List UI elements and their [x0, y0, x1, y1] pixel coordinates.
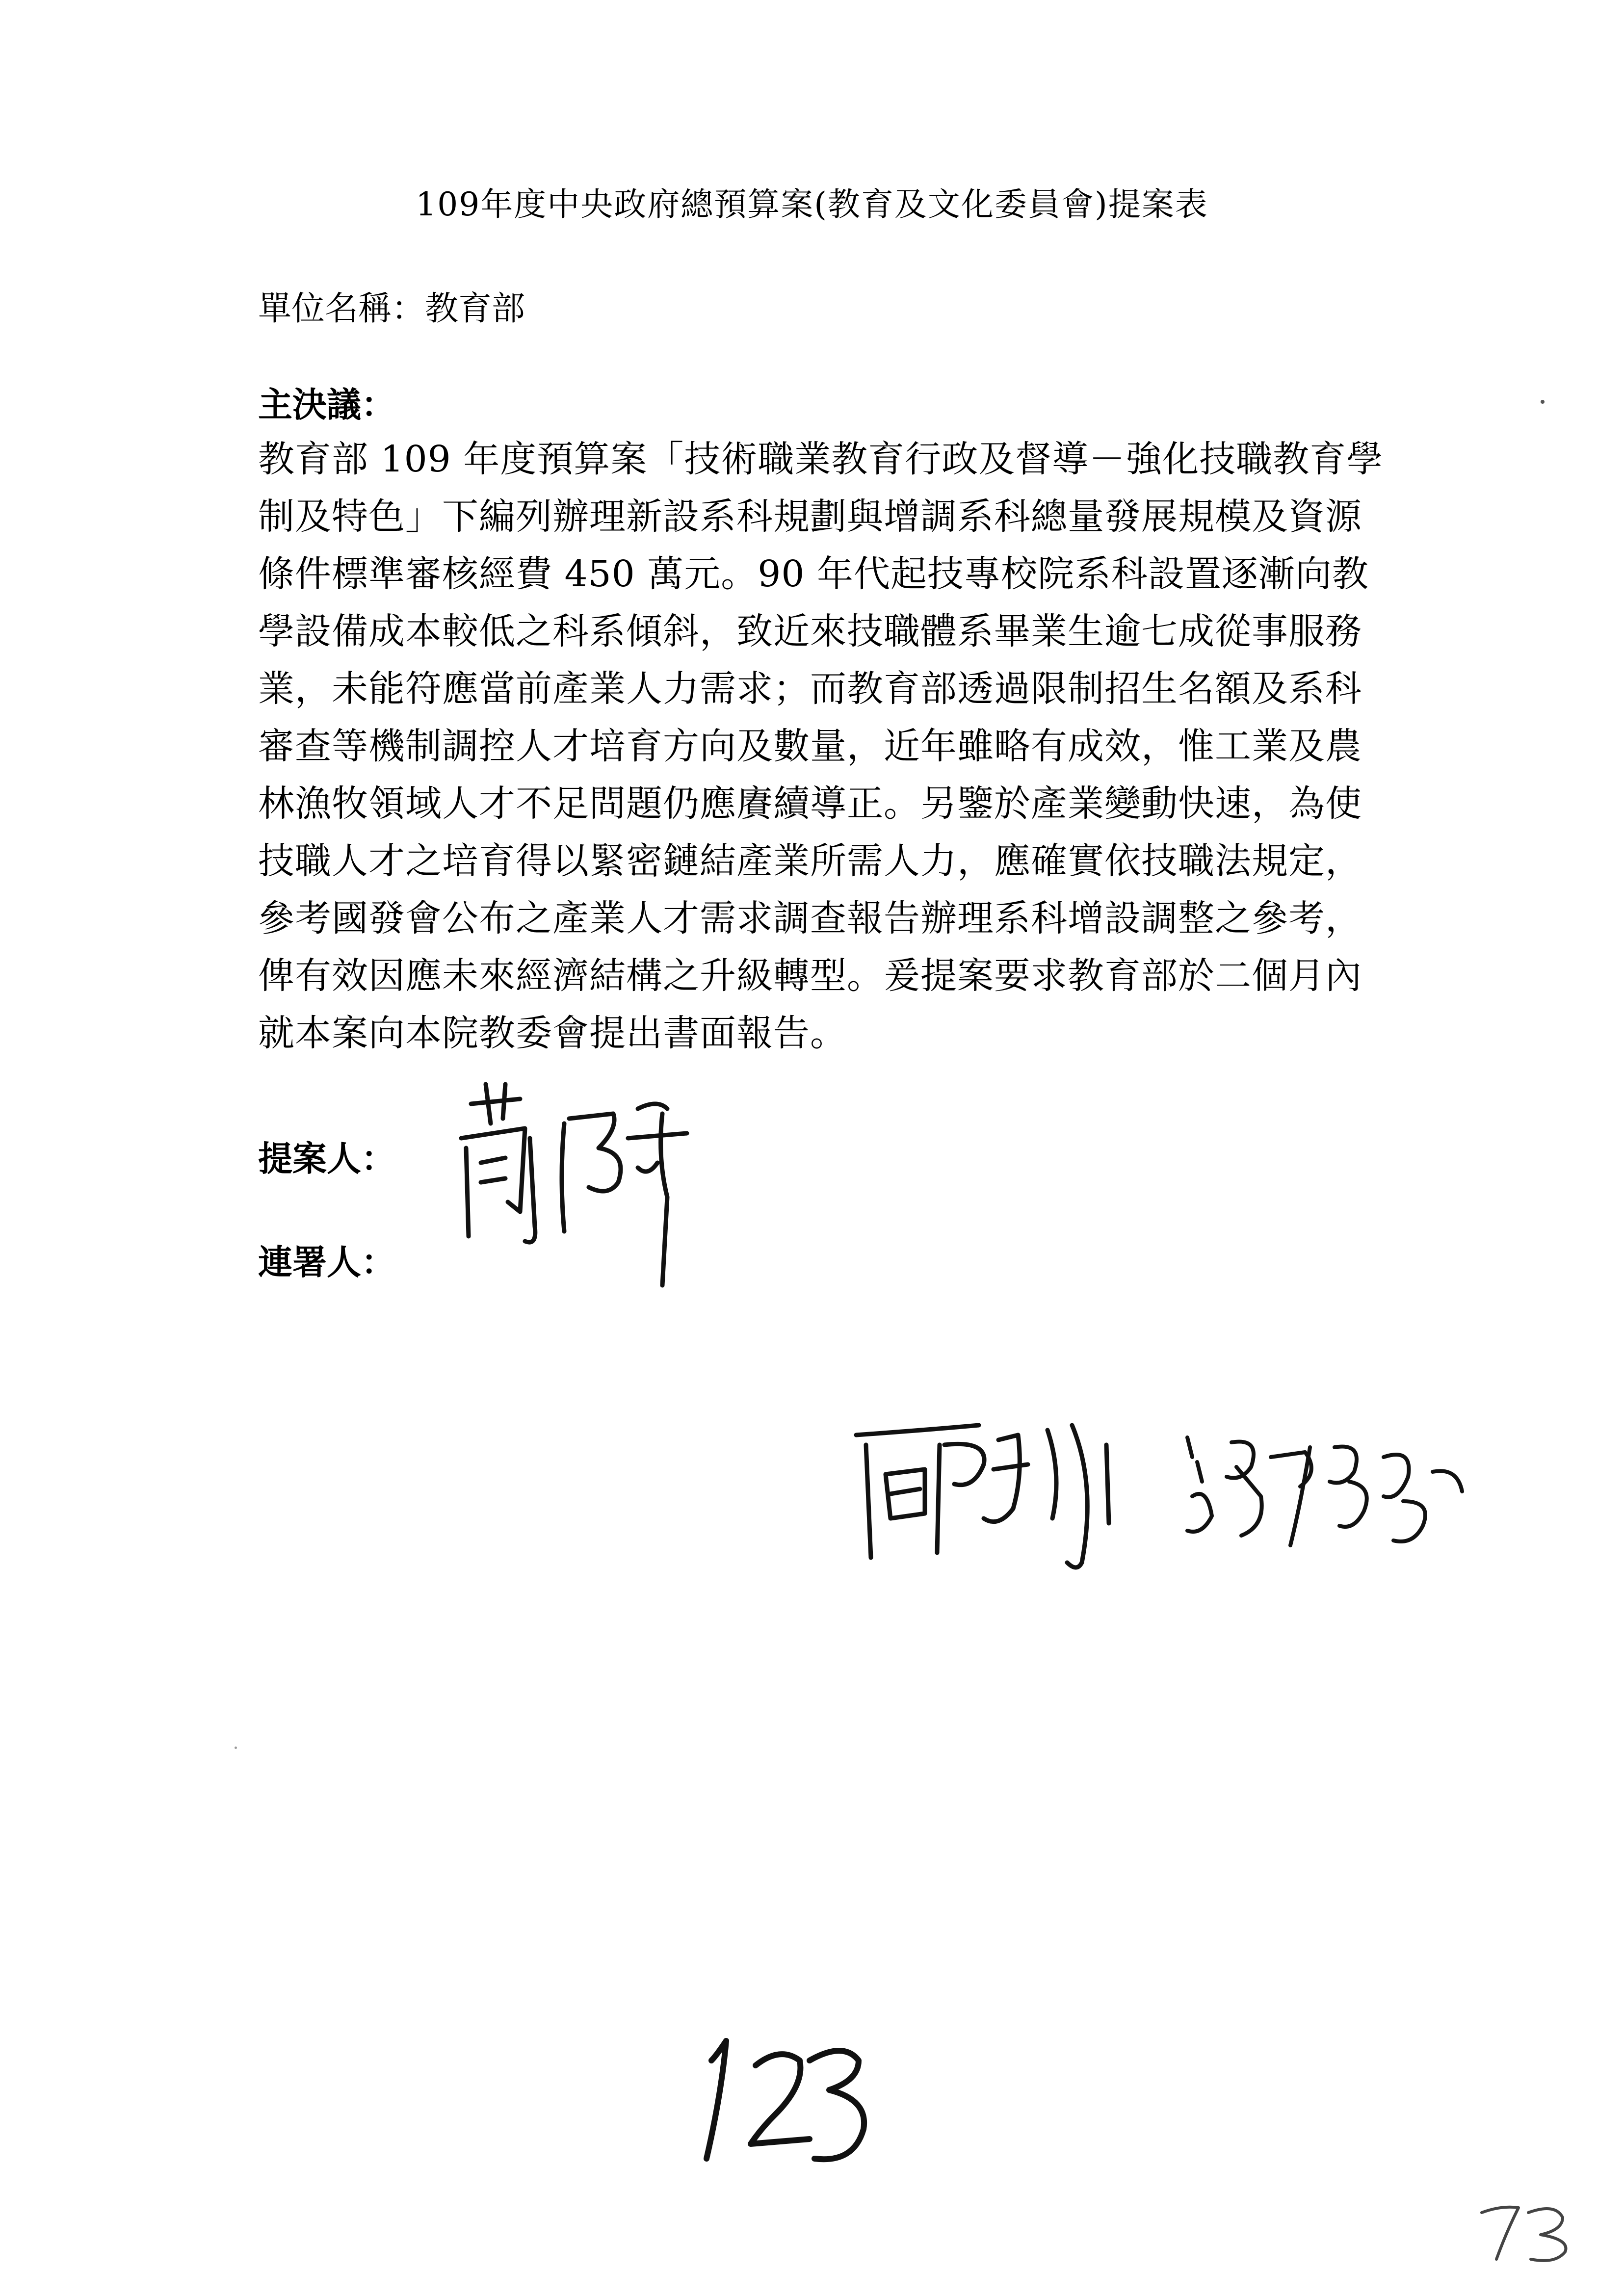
proposer-label: 提案人：	[258, 1139, 395, 1179]
body-line: 俾有效因應未來經濟結構之升級轉型。爰提案要求教育部於二個月內	[258, 955, 1362, 997]
body-line: 學設備成本較低之科系傾斜，致近來技職體系畢業生逾七成從事服務	[258, 610, 1362, 652]
proposer-signature	[451, 1070, 707, 1295]
scan-speck	[1541, 400, 1545, 404]
document-title: 109年度中央政府總預算案(教育及文化委員會)提案表	[416, 185, 1208, 223]
cosigner-signature-2	[1178, 1428, 1482, 1555]
handwritten-page-number	[677, 2016, 883, 2173]
scan-speck	[235, 1747, 237, 1749]
main-resolution-heading: 主決議：	[258, 385, 395, 425]
cosigner-signature-1	[851, 1415, 1136, 1567]
body-line: 技職人才之培育得以緊密鏈結產業所需人力，應確實依技職法規定，	[258, 840, 1362, 882]
body-line: 參考國發會公布之產業人才需求調查報告辦理系科增設調整之參考，	[258, 897, 1362, 939]
body-line: 業，未能符應當前產業人力需求；而教育部透過限制招生名額及系科	[258, 668, 1362, 710]
handwritten-corner-number	[1477, 2198, 1575, 2267]
body-line: 教育部 109 年度預算案「技術職業教育行政及督導－強化技職教育學	[258, 438, 1384, 480]
body-line: 就本案向本院教委會提出書面報告。	[258, 1012, 847, 1054]
body-line: 制及特色」下編列辦理新設系科規劃與增調系科總量發展規模及資源	[258, 496, 1362, 538]
resolution-body	[258, 431, 1387, 1062]
unit-name-line: 單位名稱：教育部	[258, 289, 525, 328]
body-line: 審查等機制調控人才培育方向及數量，近年雖略有成效，惟工業及農	[258, 725, 1362, 767]
body-line: 林漁牧領域人才不足問題仍應賡續導正。另鑒於產業變動快速，為使	[258, 783, 1362, 825]
cosigner-label: 連署人：	[258, 1242, 395, 1282]
body-line: 條件標準審核經費 450 萬元。90 年代起技專校院系科設置逐漸向教	[258, 553, 1369, 595]
